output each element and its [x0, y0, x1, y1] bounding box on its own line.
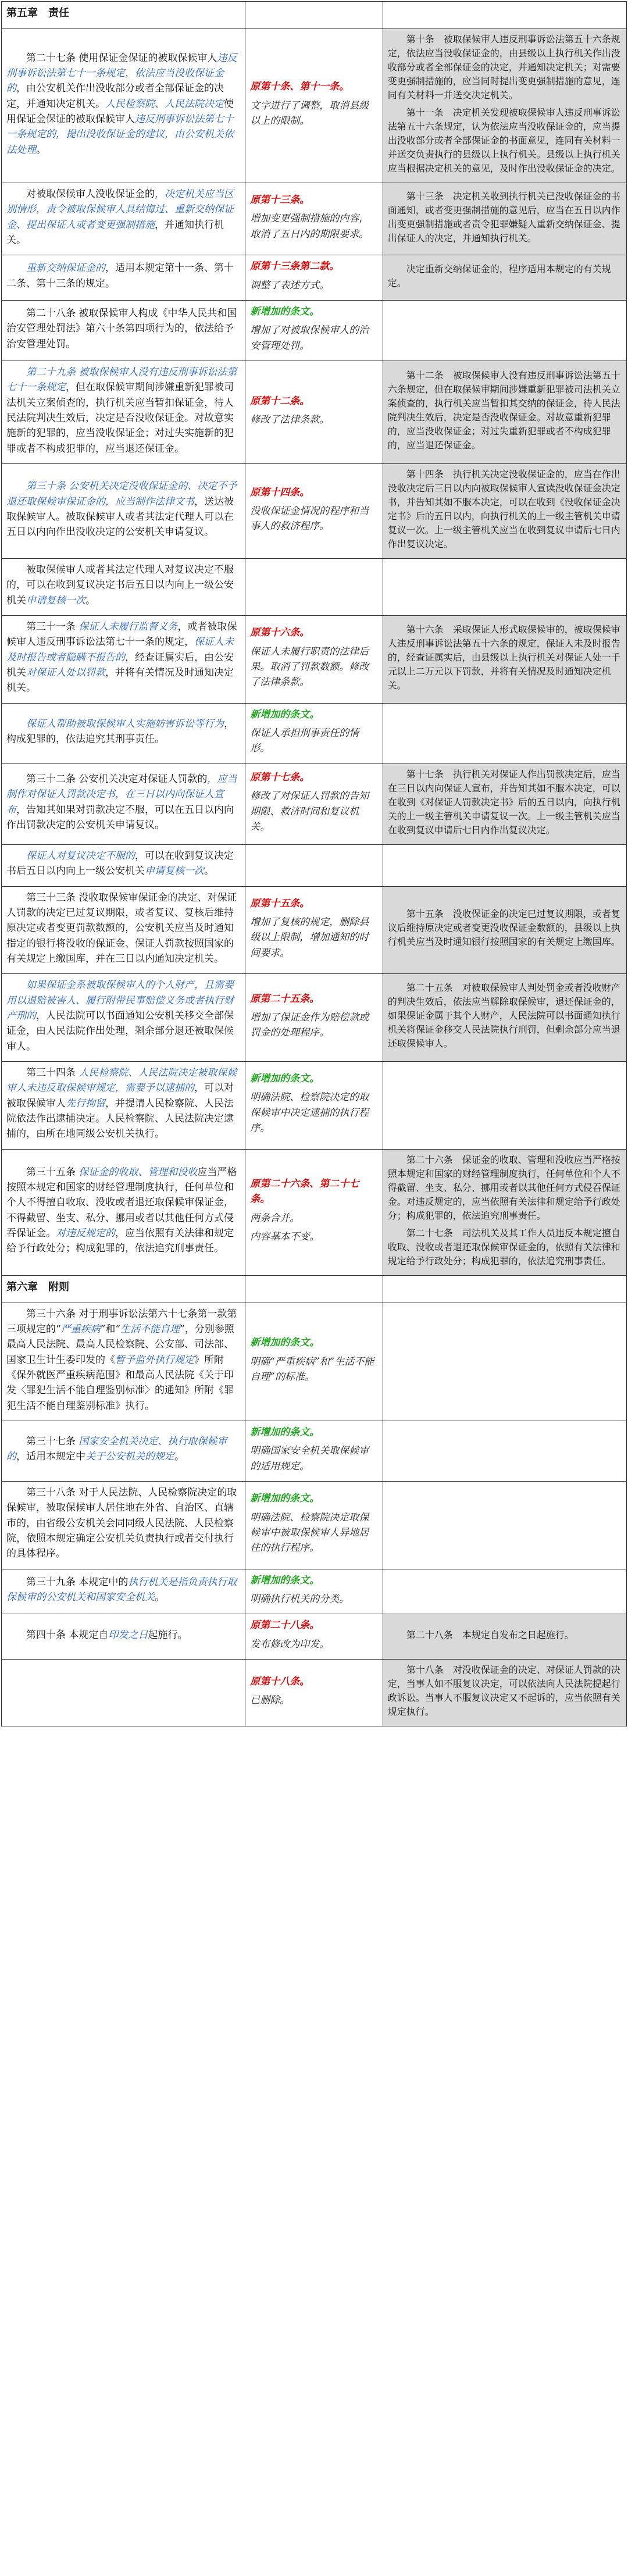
old-article-cell	[383, 183, 626, 255]
table-row	[2, 183, 627, 255]
left-text	[6, 365, 240, 456]
annotation-text: 保证人未履行职责的法律后果。取消了罚款数额。修改了法律条款。	[250, 645, 369, 688]
left-text	[6, 1485, 240, 1562]
left-run: 保证金的收取、管理和没收	[78, 1166, 198, 1178]
left-text	[6, 479, 240, 540]
left-text	[6, 890, 240, 967]
left-text	[6, 619, 240, 696]
left-run: ”，分别参照最高人民法院、最高人民检察院、公安部、司法部、国家卫生计生委印发的《	[6, 1323, 234, 1366]
left-run: 第三十二条 公安机关决定对保证人罚款的	[26, 773, 208, 786]
table-row	[2, 361, 627, 463]
annotation-text: 两条合并。	[250, 1212, 300, 1224]
old-article-text: 第十二条 被取保候审人没有违反刑事诉讼法第五十六条规定，但在取保候审期间涉嫌重新犯罪被司法机关立案侦查的，执行机关应当暂扣其交纳的保证金，待人民法院判决生效后，决定是否没收保证金。对故意重新犯罪的，应当没收保证金；对过失重新犯罪或者不构成犯罪的，应当退还保证金。	[387, 370, 620, 451]
left-run: ，适用本规定中	[16, 1451, 85, 1463]
left-text	[6, 848, 240, 879]
new-article-cell	[2, 361, 245, 463]
new-article-cell	[2, 616, 245, 704]
old-article-cell	[383, 464, 626, 559]
annotation-text: 明确法院、检察院决定的取保候审中决定逮捕的执行程序。	[250, 1091, 369, 1134]
annotation-cell	[245, 1614, 383, 1660]
annotation-text: 原第十条、第十一条。	[250, 81, 349, 93]
new-article-cell	[2, 28, 245, 183]
old-article-text: 第二十五条 对被取保候审人判处罚金或者没收财产的判决生效后，依法应当解除取保候审，退还保证金的，如果保证金属于其个人财产，人民法院可以书面通知执行机关将保证金移交人民法院执行刑罚，但剩余部分应当退还取保候审人。	[387, 982, 620, 1050]
left-run: ，可以对被取保候审人	[6, 1082, 234, 1109]
left-run: 第三十四条	[26, 1066, 79, 1079]
left-run: 第二十七条 使用保证金保证的被取保候审人	[26, 52, 217, 64]
left-run: 关于公安机关的规定	[85, 1451, 174, 1463]
annotation-text: 原第十六条。	[250, 627, 310, 639]
old-article-cell	[383, 1303, 626, 1421]
left-run: ，告知其如果对罚款决定不服，可以在五日以内向作出罚款决定的公安机关申请复议。	[6, 804, 234, 832]
left-run: 》所附《保外就医严重疾病范围》和最高人民法院《关于印发〈罪犯生活不能自理鉴别标准〉的通知》所附《罪犯生活不能自理鉴别标准》执行。	[6, 1354, 234, 1412]
annotation-text: 修改了法律条款。	[250, 414, 330, 426]
new-article-cell	[2, 464, 245, 559]
left-text	[6, 1575, 240, 1605]
old-article-cell	[383, 1660, 626, 1726]
annotation-text: 原第十三条第二款。	[250, 261, 340, 273]
old-article-text: 第二十八条 本规定自发布之日起施行。	[406, 1629, 574, 1640]
old-article-cell	[383, 1421, 626, 1481]
old-article-cell	[383, 361, 626, 463]
table-row	[2, 28, 627, 183]
left-run: 保证人对复议决定不服的	[26, 850, 135, 862]
old-article-cell	[383, 616, 626, 704]
annotation-cell	[245, 1303, 383, 1421]
table-row	[2, 300, 627, 361]
left-text	[6, 716, 240, 747]
table-row	[2, 1421, 627, 1481]
chapter-heading: 第六章 附则	[2, 1275, 245, 1303]
left-run: ，应当依照有关法律和规定给予行政处分；构成犯罪的，依法追究刑事责任。	[6, 1228, 234, 1255]
left-run: 人未违反取保候审规定，需要予以逮捕的	[16, 1082, 194, 1094]
comparison-table	[1, 1, 627, 1726]
annotation-cell	[245, 464, 383, 559]
annotation-cell	[245, 1149, 383, 1275]
annotation-text: 新增加的条文。	[250, 305, 320, 317]
new-article-cell	[2, 1482, 245, 1569]
left-text	[6, 306, 240, 352]
annotation-text: 没收保证金情况的程序和当事人的救济程序。	[250, 505, 369, 533]
annotation-text: 原第二十六条、第二十七条。	[250, 1178, 359, 1205]
left-run: ，可以在收到复议决定书后五日以内向上一级公安机关	[6, 850, 234, 877]
annotation-cell	[245, 255, 383, 301]
old-article-cell	[383, 28, 626, 183]
annotation-text: 保证人承担刑事责任的情形。	[250, 727, 359, 755]
annotation-cell	[245, 703, 383, 763]
annotation-cell	[245, 1421, 383, 1481]
left-text	[6, 977, 240, 1054]
old-article-cell	[383, 1149, 626, 1275]
left-run: 第二十八条 被取保候审人构成《中华人民共和国治安管理处罚法》第六十条第四项行为的，依法给予治安管理处罚。	[6, 307, 237, 350]
left-run: ，适用本规定第十一条、第十二条、第十三条的规定。	[6, 262, 234, 290]
old-article-text: 决定重新交纳保证金的，程序适用本规定的有关规定。	[387, 263, 611, 288]
annotation-text: 增加了对被取保候审人的治安管理处罚。	[250, 324, 369, 352]
left-run: 。	[155, 1592, 165, 1604]
left-text	[6, 261, 240, 291]
left-run: 对保证人处以罚款	[26, 667, 105, 679]
old-article-cell	[383, 974, 626, 1062]
left-run: 保证人未及时报告或者隐瞒不报告的	[6, 636, 234, 663]
left-text	[6, 1165, 240, 1257]
table-row	[2, 1614, 627, 1660]
left-run: ，人民法院可以书面通知公安机关移交全部保证金，由人民法院作出处理，剩余部分退还被取保候审人。	[6, 1009, 234, 1052]
annotation-text: 新增加的条文。	[250, 1337, 320, 1349]
new-article-cell	[2, 1614, 245, 1660]
annotation-text: 明确“严重疾病”和“生活不能自理”的标准。	[250, 1355, 374, 1383]
old-article-cell	[383, 300, 626, 361]
annotation-cell	[245, 974, 383, 1062]
left-run: ，送达被取保候审人。被取保候审人或者其法定代理人可以在五日以内向作出没收决定的公安机关申请复议。	[6, 495, 234, 538]
new-article-cell	[2, 1149, 245, 1275]
new-article-cell	[2, 1660, 245, 1726]
old-article-cell	[383, 886, 626, 974]
left-run: 第三十一条	[26, 621, 79, 633]
left-run: ，经查证属实后，由公安机关	[6, 651, 234, 679]
annotation-text: 原第十三条。	[250, 194, 310, 206]
annotation-cell	[245, 1660, 383, 1726]
left-run: 第三十六条 对于刑事诉讼法第六十七条第一款第三项规定的“	[6, 1308, 237, 1335]
chapter5-body	[2, 28, 627, 1275]
left-run: ，应当制作对保证人罚款决定书，在三日以内向保证人宣布	[6, 773, 237, 816]
left-run: 保证人未履行监督义务	[78, 621, 178, 633]
left-run: 严重疾病	[60, 1323, 101, 1335]
table-row	[2, 1303, 627, 1421]
old-article-text: 第十四条 执行机关决定没收保证金的，应当在作出没收决定后三日以内向被取保候审人宣读没收保证金决定书，并告知其如不服本决定，可以在收到《没收保证金决定书》后的五日以内，向执行机关的上一级主管机关申请复议一次。上一级主管机关应当在收到复议申请后七日内作出复议决定。	[387, 469, 620, 550]
left-run: 应当严格按照本规定和国家的财经管理制度执行，任何单位和个人不得擅自收取、没收或者退还取保候审保证金，不得截留、坐支、私分、挪用或者以其他任何方式侵吞保证金。	[6, 1166, 237, 1240]
old-article-text: 第十六条 采取保证人形式取保候审的，被取保候审人违反刑事诉讼法第五十六条的规定，保证人未及时报告的，经查证属实后，由县级以上执行机关对保证人处一千元以上二万元以下罚款，并将有关情况及时通知决定机关。	[387, 623, 620, 691]
annotation-text: 原第二十五条。	[250, 993, 320, 1005]
table-row	[2, 1061, 627, 1149]
table-row	[2, 255, 627, 301]
annotation-text: 新增加的条文。	[250, 1426, 320, 1438]
annotation-cell	[245, 844, 383, 886]
old-article-text: 第十八条 对没收保证金的决定、对保证人罚款的决定，当事人如不服复议决定，可以依法向人民法院提起行政诉讼。当事人不服复议决定又不起诉的，应当依照有关规定执行。	[387, 1664, 620, 1718]
left-run: 申请复核一次	[26, 594, 85, 606]
left-text	[6, 1307, 240, 1414]
left-run: ，或者被取保候审人违反刑事诉讼法第七十一条的规定，	[6, 621, 237, 648]
annotation-cell	[245, 886, 383, 974]
annotation-text: 增加变更强制措施的内容，取消了五日内的期限要求。	[250, 213, 369, 240]
left-text	[6, 187, 240, 248]
left-run: 。	[36, 144, 46, 156]
left-run: 如果保证金系被取保候审人的个人财产，且需要用以退赔被害人、履行附带民事赔偿义务或者执行财产刑的	[6, 979, 234, 1022]
left-run: 使用保证金保证的被取保候审人	[6, 98, 234, 126]
left-run: ，并将有关情况及时通知决定机关。	[6, 667, 234, 694]
table-row	[2, 1660, 627, 1726]
annotation-cell	[245, 1569, 383, 1614]
left-run: 第四十条 本规定自	[26, 1629, 109, 1641]
left-run: 第二十九条 被取保候审人没有违反刑事诉讼法第七十一条规定	[6, 366, 237, 394]
annotation-text: 原第十八条。	[250, 1675, 310, 1687]
old-article-cell	[383, 1482, 626, 1569]
annotation-text: 新增加的条文。	[250, 1073, 320, 1085]
left-run: 第三十三条 没收取保候审保证金的决定、对保证人罚款的决定已过复议期限，或者复议、复核后维持原决定或者变更罚款数额的，公安机关应当及时通知指定的银行将没收的保证金、保证人罚款按照国家的有关规定上缴国库，并在三日以内通知决定机关。	[6, 891, 237, 965]
old-article-text: 第十七条 执行机关对保证人作出罚款决定后，应当在三日以内向保证人宣布，并告知其如不服本决定，可以在收到《对保证人罚款决定书》后的五日以内，向执行机关的上一级主管机关申请复议一次。上一级主管机关应当在收到复议申请后七日内作出复议决定。	[387, 768, 620, 836]
left-run: 人民检察院、人民法院决定	[105, 98, 224, 110]
annotation-cell	[245, 183, 383, 255]
table-row	[2, 974, 627, 1062]
left-run: 违反刑事诉讼法第七十一条规定的，提出没收保证金的建议，由公安机关依法处理	[6, 113, 234, 156]
annotation-cell	[245, 1482, 383, 1569]
old-article-text: 第十条 被取保候审人违反刑事诉讼法第五十六条规定，依法应当没收保证金的，由县级以上执行机关作出没收部分或者全部保证金的决定，并通知决定机关；对需要变更强制措施的，应当同时提出变更强制措施的意见，连同有关材料一并送交决定机关。	[387, 33, 620, 101]
chapter-row	[2, 2, 627, 29]
left-run: ，但在取保候审期间涉嫌重新犯罪被司法机关立案侦查的，执行机关应当暂扣保证金，待人民法院判决生效后，决定是否没收保证金。对故意实施新的犯罪的，应当没收保证金；对过失实施新的犯罪或者不构成犯罪的，应当退还保证金。	[6, 381, 234, 455]
new-article-cell	[2, 1303, 245, 1421]
table-row	[2, 703, 627, 763]
left-text	[6, 1434, 240, 1465]
left-run: 。	[204, 865, 214, 877]
annotation-text: 调整了表述方式。	[250, 279, 330, 291]
old-article-text: 第十三条 决定机关收到执行机关已没收保证金的书面通知，或者变更强制措施的意见后，应当在五日以内作出变更强制措施或者责令犯罪嫌疑人重新交纳保证金、提出保证人的决定，并通知执行机关。	[387, 190, 620, 244]
table-row	[2, 464, 627, 559]
new-article-cell	[2, 703, 245, 763]
annotation-text: 原第十二条。	[250, 395, 310, 407]
left-text	[6, 1628, 240, 1643]
annotation-text: 原第十五条。	[250, 897, 310, 909]
old-article-cell	[383, 1614, 626, 1660]
annotation-text: 新增加的条文。	[250, 708, 320, 720]
annotation-text: 新增加的条文。	[250, 1574, 320, 1586]
left-run: 印发之日	[108, 1629, 148, 1641]
old-article-cell	[383, 763, 626, 844]
left-run: 被取保候审人或者其法定代理人对复议决定不服的，可以在收到复议决定书后五日以内向上一级公安机关	[6, 564, 234, 606]
left-run: ，决定机关应当区别情形，责令被取保候审人具结悔过、重新交纳保证金、提出保证人或者变更强制措施	[6, 188, 234, 231]
annotation-text: 明确国家安全机关取保候审的适用规定。	[250, 1445, 369, 1472]
annotation-text: 明确执行机关的分类。	[250, 1593, 349, 1605]
new-article-cell	[2, 886, 245, 974]
left-run: ，并提请人民检察院、人民法院依法作出逮捕决定。人民检察院、人民法院决定逮捕的，由所在地同级公安机关执行。	[6, 1097, 234, 1140]
left-run: 保证人帮助被取保候审人实施妨害诉讼等行为	[26, 718, 224, 730]
left-run: 起施行。	[148, 1629, 188, 1641]
new-article-cell	[2, 255, 245, 301]
left-run: 暂予监外执行规定	[115, 1354, 194, 1366]
left-run: 第三十五条	[26, 1166, 79, 1178]
left-run: 申请复核一次	[145, 865, 204, 877]
left-run: 。	[85, 594, 95, 606]
table-row	[2, 616, 627, 704]
left-text	[6, 562, 240, 608]
annotation-text: 原第十七条。	[250, 772, 310, 784]
annotation-cell	[245, 361, 383, 463]
left-text	[6, 772, 240, 833]
old-article-text: 第二十七条 司法机关及其工作人员违反本规定擅自收取、没收或者退还取保候审保证金的，依照有关法律和规定给予行政处分；构成犯罪的，依法追究刑事责任。	[387, 1227, 620, 1266]
annotation-text: 增加了保证金作为赔偿款或罚金的处理程序。	[250, 1011, 369, 1039]
annotation-text: 修改了对保证人罚款的告知期限、救济时间和复议机关。	[250, 790, 369, 833]
annotation-text: 原第二十八条。	[250, 1619, 320, 1632]
left-run: 违反刑事诉讼法第七十一条规定，依法应当没收保证金的	[6, 52, 237, 95]
old-article-cell	[383, 1569, 626, 1614]
annotation-text: 发布修改为印发。	[250, 1638, 330, 1650]
old-article-text: 第二十六条 保证金的收取、管理和没收应当严格按照本规定和国家的财经管理制度执行，任何单位和个人不得截留、坐支、私分、挪用或者以其他任何方式侵吞保证金。对违反规定的，应当依照有关法律和规定给予行政处分；构成犯罪的，依法追究刑事责任。	[387, 1154, 620, 1221]
left-run: 第三十七条	[26, 1436, 79, 1448]
table-row	[2, 844, 627, 886]
left-run: 重新交纳保证金的	[26, 262, 105, 274]
annotation-cell	[245, 28, 383, 183]
old-article-cell	[383, 844, 626, 886]
annotation-text: 文字进行了调整，取消县级以上的限制。	[250, 99, 369, 127]
left-run: 生活不能自理	[120, 1323, 180, 1335]
old-article-text: 第十一条 决定机关发现被取保候审人违反刑事诉讼法第五十六条规定，认为依法应当没收保证金的，应当提出没收部分或者全部保证金的书面意见，连同有关材料一并送交负责执行的县级以上执行机关。县级以上执行机关应当根据决定机关的意见，及时作出没收保证金的决定。	[387, 106, 620, 174]
left-run: 第三十条 公安机关决定没收保证金的、决定不予退还取保候审保证金的，应当制作法律文书	[6, 480, 237, 508]
new-article-cell	[2, 763, 245, 844]
left-run: ，构成犯罪的，依法追究其刑事责任。	[6, 718, 234, 745]
table-row	[2, 1149, 627, 1275]
old-article-cell	[383, 1061, 626, 1149]
annotation-cell	[245, 559, 383, 616]
left-run: ”和“	[100, 1323, 121, 1335]
annotation-text: 明确法院、检察院决定取保候审中被取保候审人异地居住的执行程序。	[250, 1511, 369, 1554]
annotation-text: 新增加的条文。	[250, 1493, 320, 1505]
left-run: ，并通知执行机关。	[6, 219, 224, 246]
annotation-cell	[245, 763, 383, 844]
chapter-heading: 第五章 责任	[2, 2, 245, 29]
new-article-cell	[2, 1061, 245, 1149]
left-run: 。	[174, 1451, 184, 1463]
left-run: 对违反规定的	[56, 1228, 115, 1240]
chapter6-body	[2, 1303, 627, 1726]
annotation-text: 已删除。	[250, 1694, 290, 1707]
old-article-text: 第十五条 没收保证金的决定已过复议期限，或者复议后维持原决定或者变更没收保证金数额的，县级以上执行机关应当及时通知银行按照国家的有关规定上缴国库。	[387, 908, 620, 948]
left-text	[6, 51, 240, 158]
left-run: 第三十九条 本规定中的	[26, 1576, 129, 1588]
left-run: 先行拘留	[66, 1097, 105, 1109]
new-article-cell	[2, 300, 245, 361]
new-article-cell	[2, 1421, 245, 1481]
annotation-text: 内容基本不变。	[250, 1231, 320, 1243]
old-article-cell	[383, 703, 626, 763]
table-row	[2, 763, 627, 844]
left-run: 国家安全机关决定、执行取保候审的	[6, 1436, 227, 1463]
left-run: 对被取保候审人没收保证金的	[26, 188, 155, 200]
new-article-cell	[2, 974, 245, 1062]
annotation-cell	[245, 616, 383, 704]
new-article-cell	[2, 844, 245, 886]
left-run: 人民检察院、人民法院决定被取保候审	[6, 1066, 237, 1094]
new-article-cell	[2, 559, 245, 616]
table-row	[2, 1482, 627, 1569]
annotation-cell	[245, 300, 383, 361]
new-article-cell	[2, 183, 245, 255]
left-text	[6, 1065, 240, 1142]
table-row	[2, 559, 627, 616]
new-article-cell	[2, 1569, 245, 1614]
chapter-row	[2, 1275, 627, 1303]
left-run: 执行机关是指负责执行取保候审的公安机关和国家安全机关	[6, 1576, 237, 1604]
annotation-text: 原第十四条。	[250, 486, 310, 498]
left-run: ，由公安机关作出没收部分或者全部保证金的决定，并通知决定机关。	[6, 83, 224, 110]
old-article-cell	[383, 255, 626, 301]
table-row	[2, 886, 627, 974]
left-run: 第三十八条 对于人民法院、人民检察院决定的取保候审，被取保候审人居住地在外省、自治区、直辖市的，由省级公安机关会同同级人民法院、人民检察院，依照本规定确定公安机关负责执行或者交付执行的具体程序。	[6, 1487, 237, 1560]
annotation-cell	[245, 1061, 383, 1149]
old-article-cell	[383, 559, 626, 616]
annotation-text: 增加了复核的规定，删除县级以上限制，增加通知的时间要求。	[250, 916, 369, 959]
table-row	[2, 1569, 627, 1614]
